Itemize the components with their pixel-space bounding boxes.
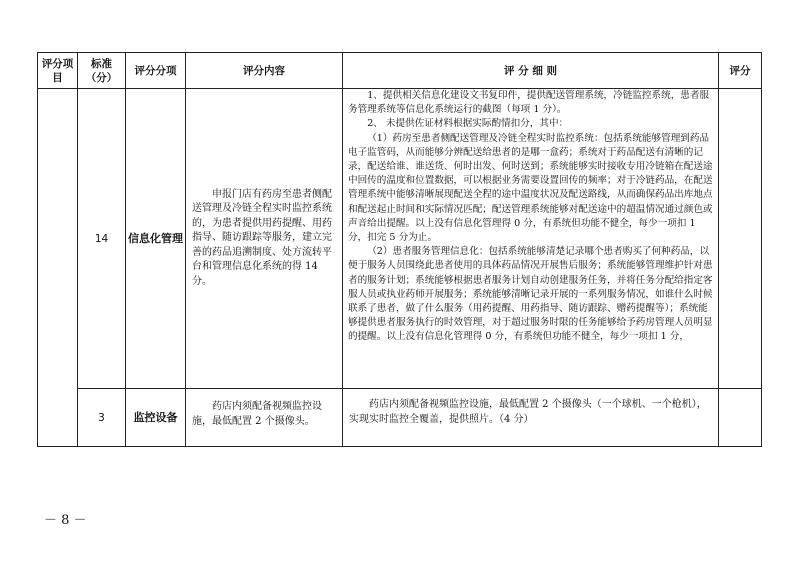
sub-item-cell: 监控设备 xyxy=(126,389,186,447)
header-content: 评分内容 xyxy=(186,53,343,89)
header-item: 评分项目 xyxy=(38,53,78,89)
standard-cell: 3 xyxy=(78,389,126,447)
scoring-table xyxy=(37,52,762,447)
item-cell xyxy=(38,89,78,447)
details-line: 1、提供相关信息化建设文书复印件，提供配送管理系统，冷链监控系统，患者服务管理系统等信息化系统运行的截图（每项 1 分）。 xyxy=(348,90,710,116)
score-cell[interactable] xyxy=(719,89,762,389)
content-cell xyxy=(186,389,343,447)
page-number: － 8 － xyxy=(44,513,87,528)
header-standard: 标准（分） xyxy=(78,53,126,89)
table-row xyxy=(38,89,762,389)
details-line: 药店内须配备视频监控设施，最低配置 2 个摄像头（一个球机、一个枪机），实现实时监控全覆盖，提供照片。（4 分） xyxy=(349,399,707,425)
content-cell: 申报门店有药房至患者侧配送管理及冷链全程实时监控系统的，为患者提供用药提醒、用药指导、随访跟踪等服务，建立完善的药品追溯制度、处方流转平台和管理信息化系统的得 14 分。 xyxy=(186,89,343,389)
content-text: 药店内须配备视频监控设施，最低配置 2 个摄像头。 xyxy=(192,401,322,427)
header-score: 评分 xyxy=(719,53,762,89)
details-line: 2、 未提供佐证材料根据实际酌情扣分，其中： xyxy=(367,118,569,130)
header-sub-item: 评分分项 xyxy=(126,53,186,89)
details-line: （2）患者服务管理信息化：包括系统能够清楚记录哪个患者购买了何种药品，以便于服务人员围绕此患者使用的具体药品情况开展售后服务；系统能够管理维护针对患者的服务计划；系统能够根据患者服务计划自动创建服务任务，并将任务分配给指定客服人员或执业药师开展服务；系统能够清晰记录开展的一系列服务情况，如谁什么时候联系了患者，做了什么服务（用药提醒、用药指导、随访跟踪、赠药提醒等）；系统能够提供患者服务执行的时效管理，对于超过服务时限的任务能够给予药房管理人员明显的提醒。以上没有信息化管理得 0 分，有系统但功能不健全，每少一项扣 1 分， xyxy=(348,246,713,343)
sub-item-cell: 信息化管理 xyxy=(126,89,186,389)
table-header-row xyxy=(38,53,762,89)
score-cell[interactable] xyxy=(719,389,762,447)
details-cell xyxy=(343,389,719,447)
details-cell xyxy=(343,89,719,389)
standard-cell: 14 xyxy=(78,89,126,389)
header-details: 评 分 细 则 xyxy=(343,53,719,89)
details-line: （1）药房至患者侧配送管理及冷链全程实时监控系统：包括系统能够管理到药品电子监管码，从而能够分辨配送给患者的是哪一盒药；系统对于药品配送有清晰的记录，配送给谁、谁送货、何时出发、何时送到；系统能够实时接收专用冷链箱在配送途中回传的温度和位置数据，可以根据业务需要设置回传的频率；对于冷链药品，在配送管理系统中能够清晰展现配送全程的途中温度状况及配送路线，从而确保药品出库地点和配送起止时间和实际情况匹配；配送管理系统能够对配送途中的超温情况通过颜色或声音给出提醒。以上没有信息化管理得 0 分，有系统但功能不健全，每少一项扣 1 分，扣完 5 分为止。 xyxy=(348,132,713,244)
table-row xyxy=(38,389,762,447)
